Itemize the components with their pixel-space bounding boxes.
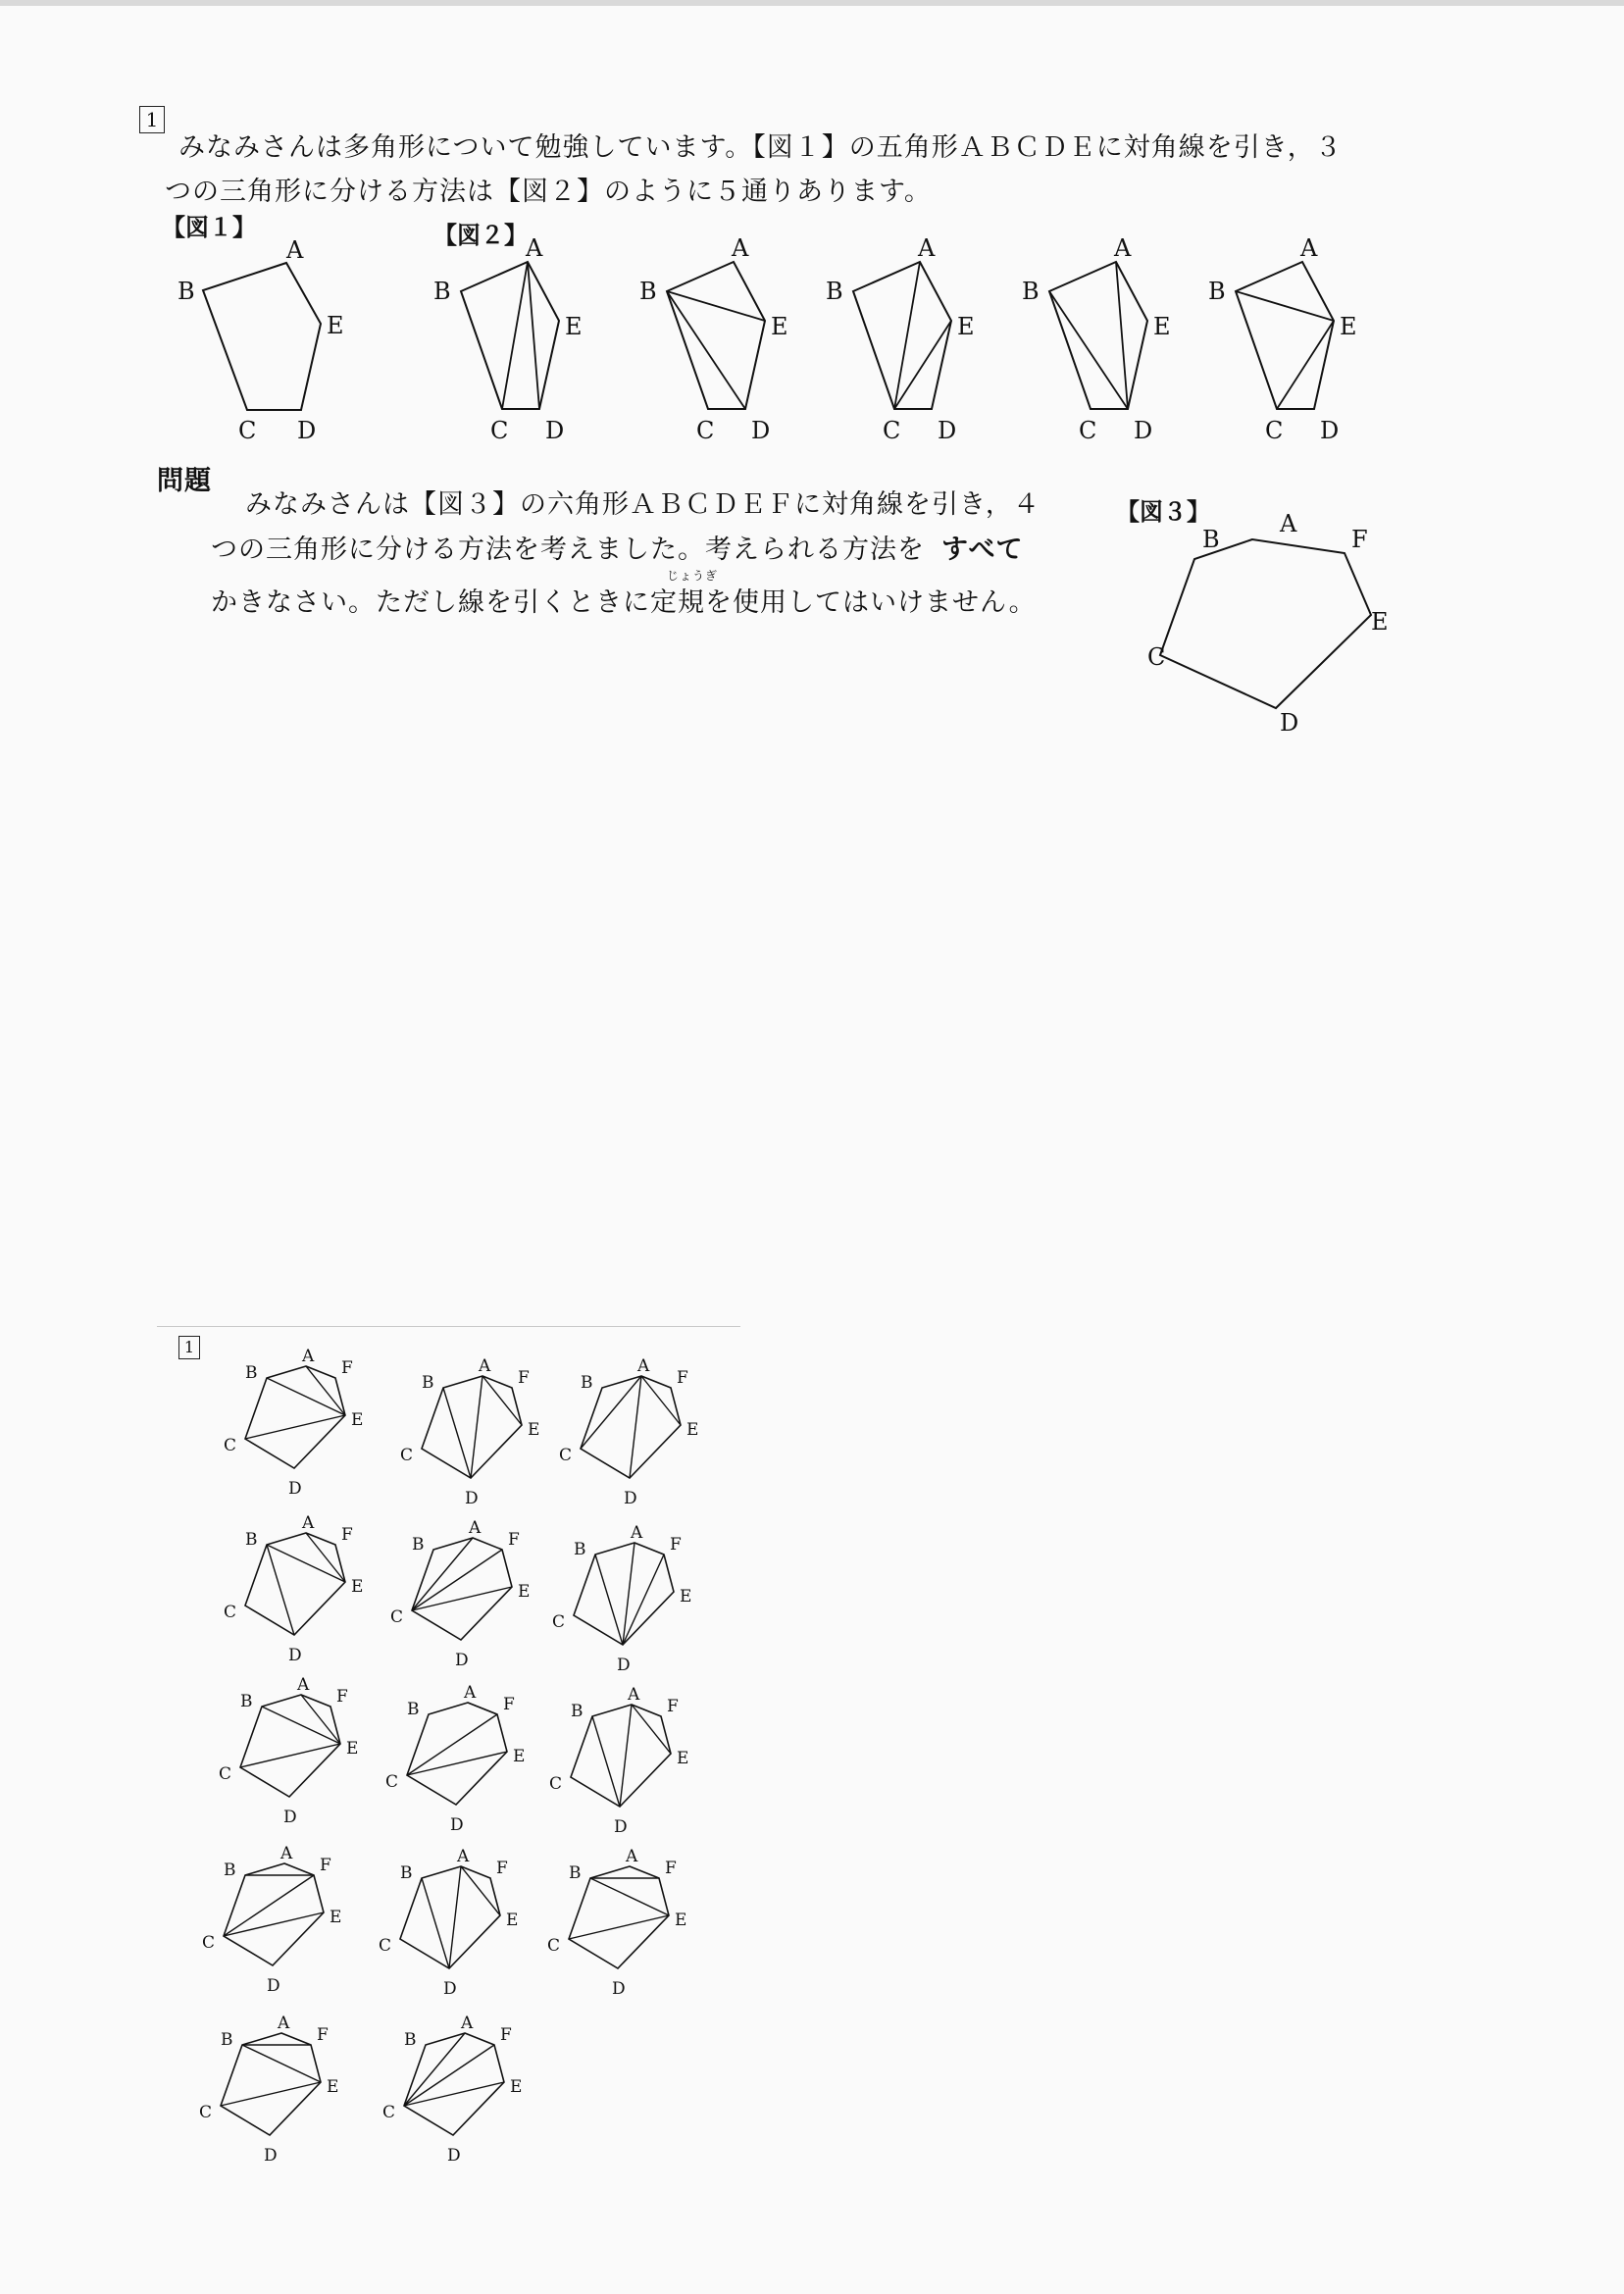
vertex-label-d: D [264,2146,278,2166]
question-line-1: みなみさんは多角形について勉強しています。【図１】の五角形ＡＢＣＤＥに対角線を引き，３ [178,132,1343,163]
vertex-label-f: F [518,1368,530,1388]
vertex-label-d: D [283,1808,297,1827]
polygon-outline [461,262,559,409]
fig1-caption: 【図１】 [162,214,256,241]
vertex-label-e: E [510,2077,523,2097]
vertex-label-b: B [245,1530,258,1550]
vertex-label-f: F [667,1697,679,1716]
vertex-label-a: A [297,1675,310,1695]
vertex-label-a: A [526,234,543,262]
vertex-label-e: E [351,1410,364,1430]
diagonal-be [242,2045,321,2082]
vertex-label-c: C [400,1446,414,1465]
vertex-label-a: A [631,1523,643,1543]
vertex-label-d: D [288,1646,302,1665]
vertex-label-b: B [569,1863,582,1883]
vertex-label-d: D [545,417,565,444]
vertex-label-d: D [938,417,957,444]
vertex-label-e: E [957,313,975,340]
answer-hexagon-7 [219,1675,387,1834]
diagonal-db [1049,291,1128,409]
vertex-label-b: B [245,1363,258,1383]
vertex-label-d: D [1134,417,1153,444]
vertex-label-d: D [297,417,317,444]
vertex-label-e: E [528,1420,540,1440]
vertex-label-b: B [639,278,657,305]
polygon-outline [240,1695,340,1797]
polygon-outline [581,1376,681,1478]
vertex-label-f: F [508,1530,520,1550]
vertex-label-b: B [571,1702,584,1721]
vertex-label-c: C [199,2103,213,2122]
vertex-label-b: B [221,2030,233,2050]
vertex-label-d: D [614,1817,628,1837]
vertex-label-e: E [518,1582,531,1602]
question-line-2: つの三角形に分ける方法は【図２】のように５通りあります。 [165,177,932,207]
vertex-label-c: C [219,1764,232,1784]
fig1-pentagon [162,226,358,461]
vertex-label-b: B [574,1540,586,1559]
vertex-label-c: C [382,2103,396,2122]
fig3-caption: 【図３】 [1116,498,1210,526]
answer-hexagon-1 [224,1347,392,1505]
vertex-label-b: B [1022,278,1040,305]
vertex-label-e: E [1371,608,1389,636]
vertex-label-c: C [238,417,257,444]
answer-hexagon-12 [547,1847,716,2006]
diagonal-cf [407,1714,497,1775]
diagonal-cf [412,1550,502,1610]
answer-top-rule [157,1326,740,1327]
vertex-label-f: F [320,1856,331,1875]
vertex-label-f: F [670,1535,682,1555]
answer-hexagon-4 [224,1513,392,1672]
pentagon-outline [203,263,321,410]
diagonal-ca [894,262,920,409]
vertex-label-b: B [240,1692,253,1711]
polygon-outline [574,1543,674,1645]
vertex-label-a: A [732,234,749,262]
diagonal-ad [449,1866,461,1968]
vertex-label-c: C [1079,417,1097,444]
vertex-label-d: D [443,1979,457,1999]
diagonal-eb [1236,291,1334,321]
vertex-label-c: C [696,417,715,444]
vertex-label-c: C [385,1772,399,1792]
answer-hexagon-9 [549,1685,718,1844]
vertex-label-b: B [224,1861,236,1880]
vertex-label-e: E [351,1577,364,1597]
vertex-label-d: D [612,1979,626,1999]
diagonal-ad [528,262,539,409]
vertex-label-b: B [1208,278,1226,305]
diagonal-ce [245,1415,345,1439]
vertex-label-d: D [1320,417,1340,444]
vertex-label-d: D [624,1489,637,1508]
vertex-label-e: E [675,1911,687,1930]
vertex-label-f: F [503,1695,515,1714]
vertex-label-c: C [559,1446,573,1465]
question-number-box: 1 [139,106,165,133]
vertex-label-a: A [1280,510,1297,537]
vertex-label-a: A [1114,234,1132,262]
vertex-label-f: F [341,1525,353,1545]
vertex-label-a: A [1300,234,1318,262]
vertex-label-b: B [400,1863,413,1883]
diagonal-ce [224,1912,324,1936]
polygon-outline [221,2033,321,2135]
vertex-label-a: A [280,1844,293,1863]
diagonal-cf [404,2045,494,2106]
vertex-label-c: C [1265,417,1284,444]
vertex-label-e: E [680,1587,692,1606]
vertex-label-e: E [565,313,583,340]
vertex-label-e: E [327,2077,339,2097]
vertex-label-c: C [549,1774,563,1794]
diagonal-ad [471,1376,482,1478]
diagonal-be [267,1378,345,1415]
diagonal-cf [224,1875,314,1936]
vertex-label-a: A [461,2014,474,2033]
diagonal-df [623,1555,664,1645]
vertex-label-f: F [677,1368,688,1388]
fig2-pentagon-3 [814,234,1010,466]
vertex-label-f: F [317,2025,329,2045]
polygon-outline [245,1533,345,1635]
vertex-label-c: C [224,1603,237,1622]
vertex-label-d: D [465,1489,479,1508]
fig3-hexagon [1147,510,1393,745]
vertex-label-b: B [422,1373,434,1393]
vertex-label-d: D [1280,709,1299,737]
diagonal-ce [569,1915,669,1939]
diagonal-be [262,1707,340,1744]
vertex-label-d: D [450,1815,464,1835]
answer-hexagon-10 [202,1844,371,2003]
vertex-label-d: D [617,1656,631,1675]
answer-hexagon-6 [552,1523,721,1682]
vertex-label-b: B [826,278,843,305]
polygon-outline [400,1866,500,1968]
answer-hexagon-3 [559,1356,728,1515]
diagonal-ad [630,1376,641,1478]
vertex-label-a: A [628,1685,640,1705]
answer-hexagon-8 [385,1683,554,1842]
vertex-label-b: B [1202,526,1220,553]
vertex-label-e: E [346,1739,359,1759]
problem-line-1: みなみさんは【図３】の六角形ＡＢＣＤＥＦに対角線を引き，４ [245,489,1040,520]
diagonal-da [623,1543,634,1645]
diagonal-be [667,291,765,321]
diagonal-ce [240,1744,340,1767]
vertex-label-c: C [224,1436,237,1455]
vertex-label-e: E [1340,313,1357,340]
scan-edge [0,0,1624,6]
vertex-label-e: E [513,1747,526,1766]
vertex-label-e: E [330,1908,342,1927]
vertex-label-a: A [479,1356,491,1376]
vertex-label-b: B [412,1535,425,1555]
vertex-label-e: E [771,313,788,340]
answer-hexagon-2 [400,1356,569,1515]
vertex-label-b: B [433,278,451,305]
vertex-label-d: D [267,1976,280,1996]
answer-number-box: 1 [178,1336,200,1359]
vertex-label-c: C [552,1612,566,1632]
diagonal-ce [221,2082,321,2106]
vertex-label-a: A [469,1518,482,1538]
vertex-label-f: F [496,1859,508,1878]
vertex-label-c: C [883,417,901,444]
diagonal-be [590,1878,669,1915]
vertex-label-d: D [455,1651,469,1670]
vertex-label-b: B [404,2030,417,2050]
diagonal-ac [502,262,528,409]
diagonal-da [620,1705,632,1807]
answer-hexagon-11 [379,1847,547,2006]
diagonal-da [1116,262,1128,409]
fig2-caption: 【図２】 [433,222,528,249]
polygon-outline [569,1866,669,1968]
vertex-label-a: A [637,1356,650,1376]
answer-hexagon-5 [390,1518,559,1677]
polygon-outline [667,262,765,409]
diagonal-ce [404,2082,504,2106]
vertex-label-b: B [178,278,195,305]
vertex-label-a: A [302,1513,315,1533]
fig2-pentagon-4 [1010,234,1206,466]
vertex-label-b: B [407,1700,420,1719]
answer-hexagon-14 [382,2014,551,2172]
diagonal-ce [412,1587,512,1610]
vertex-label-e: E [677,1749,689,1768]
vertex-label-a: A [302,1347,315,1366]
hexagon-outline [1160,539,1371,708]
vertex-label-e: E [686,1420,699,1440]
fig2-pentagon-2 [628,234,824,466]
vertex-label-a: A [457,1847,470,1866]
vertex-label-e: E [327,312,344,339]
vertex-label-a: A [286,236,304,264]
polygon-outline [422,1376,522,1478]
diagonal-be [267,1545,345,1582]
vertex-label-d: D [751,417,771,444]
vertex-label-e: E [506,1911,519,1930]
vertex-label-d: D [288,1479,302,1499]
diagonal-ce [407,1752,507,1775]
vertex-label-f: F [1351,526,1368,553]
vertex-label-c: C [547,1936,561,1956]
vertex-label-e: E [1153,313,1171,340]
vertex-label-c: C [202,1933,216,1953]
polygon-outline [853,262,951,409]
vertex-label-f: F [665,1859,677,1878]
vertex-label-a: A [464,1683,477,1703]
vertex-label-a: A [626,1847,638,1866]
polygon-outline [1236,262,1334,409]
vertex-label-d: D [447,2146,461,2166]
vertex-label-c: C [490,417,509,444]
problem-emphasis: すべて [941,535,1024,565]
problem-line-3: かきなさい。ただし線を引くときに定規を使用してはいけません。 [211,587,1037,618]
vertex-label-a: A [278,2014,290,2033]
vertex-label-c: C [1147,643,1166,671]
vertex-label-f: F [500,2025,512,2045]
vertex-label-f: F [336,1687,348,1707]
polygon-outline [571,1705,671,1807]
fig2-pentagon-5 [1196,234,1393,466]
answer-hexagon-13 [199,2014,368,2172]
vertex-label-c: C [390,1607,404,1627]
vertex-label-b: B [581,1373,593,1393]
diagonal-af [468,1703,497,1714]
problem-label: 問題 [157,466,212,496]
diagonal-ec [1277,321,1334,409]
problem-line-2a: つの三角形に分ける方法を考えました。考えられる方法を [211,535,925,565]
vertex-label-f: F [341,1358,353,1378]
diagonal-bd [667,291,745,409]
ruby-jougi: じょうぎ [667,569,719,583]
polygon-outline [1049,262,1147,409]
vertex-label-c: C [379,1936,392,1956]
vertex-label-a: A [918,234,936,262]
polygon-outline [245,1366,345,1468]
